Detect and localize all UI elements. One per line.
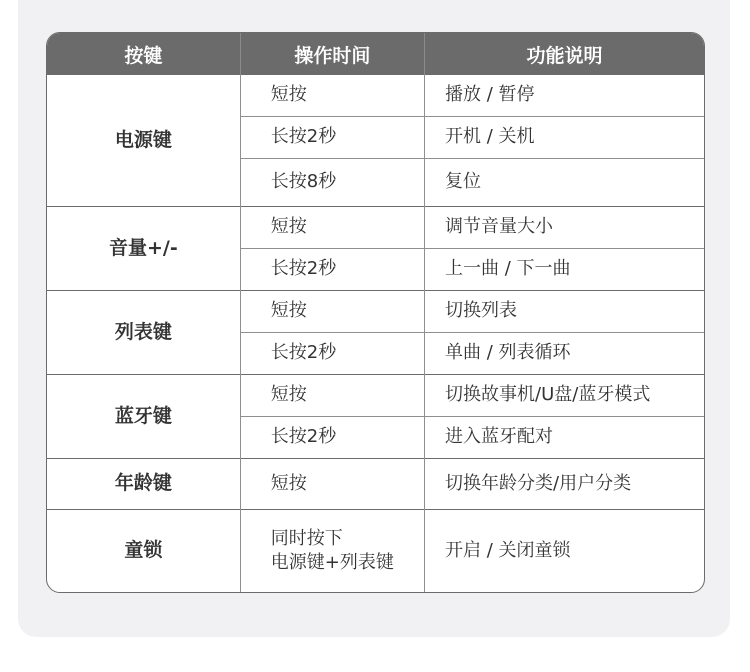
header-time: 操作时间	[240, 33, 424, 75]
function-cell: 复位	[425, 159, 704, 207]
function-cell: 单曲 / 列表循环	[425, 333, 704, 375]
key-cell-volume: 音量+/-	[47, 207, 240, 291]
function-cell: 切换故事机/U盘/蓝牙模式	[425, 375, 704, 417]
header-function: 功能说明	[425, 33, 704, 75]
function-cell: 进入蓝牙配对	[425, 417, 704, 459]
time-cell: 短按	[240, 291, 424, 333]
key-cell-power: 电源键	[114, 128, 172, 151]
time-cell: 长按2秒	[240, 249, 424, 291]
key-cell-list: 列表键	[47, 291, 240, 375]
time-cell: 短按	[240, 207, 424, 249]
time-cell: 长按8秒	[240, 159, 424, 207]
table-row	[47, 510, 704, 593]
table-row	[47, 459, 704, 510]
function-cell: 调节音量大小	[425, 207, 704, 249]
table-row	[47, 207, 704, 249]
function-cell: 播放 / 暂停	[425, 75, 704, 117]
function-cell: 开机 / 关机	[425, 117, 704, 159]
button-function-table	[46, 32, 705, 593]
table	[47, 33, 704, 592]
table-row	[47, 75, 704, 117]
header-row	[47, 33, 704, 75]
table-row	[47, 375, 704, 417]
key-cell-bluetooth: 蓝牙键	[47, 375, 240, 459]
function-cell: 切换年龄分类/用户分类	[425, 459, 704, 510]
time-cell: 长按2秒	[240, 417, 424, 459]
header-key: 按键	[47, 33, 240, 75]
function-cell: 上一曲 / 下一曲	[425, 249, 704, 291]
table-row	[47, 291, 704, 333]
time-cell: 长按2秒	[240, 117, 424, 159]
time-cell: 短按	[240, 75, 424, 117]
key-cell-child-lock: 童锁	[47, 510, 240, 593]
time-cell: 短按	[240, 375, 424, 417]
time-cell	[240, 510, 424, 593]
time-line-2: 电源键+列表键	[270, 552, 394, 573]
function-cell: 切换列表	[425, 291, 704, 333]
time-cell: 短按	[240, 459, 424, 510]
time-line-1: 同时按下	[270, 527, 343, 549]
time-cell: 长按2秒	[240, 333, 424, 375]
function-cell: 开启 / 关闭童锁	[425, 510, 704, 593]
key-cell-age: 年龄键	[47, 459, 240, 510]
